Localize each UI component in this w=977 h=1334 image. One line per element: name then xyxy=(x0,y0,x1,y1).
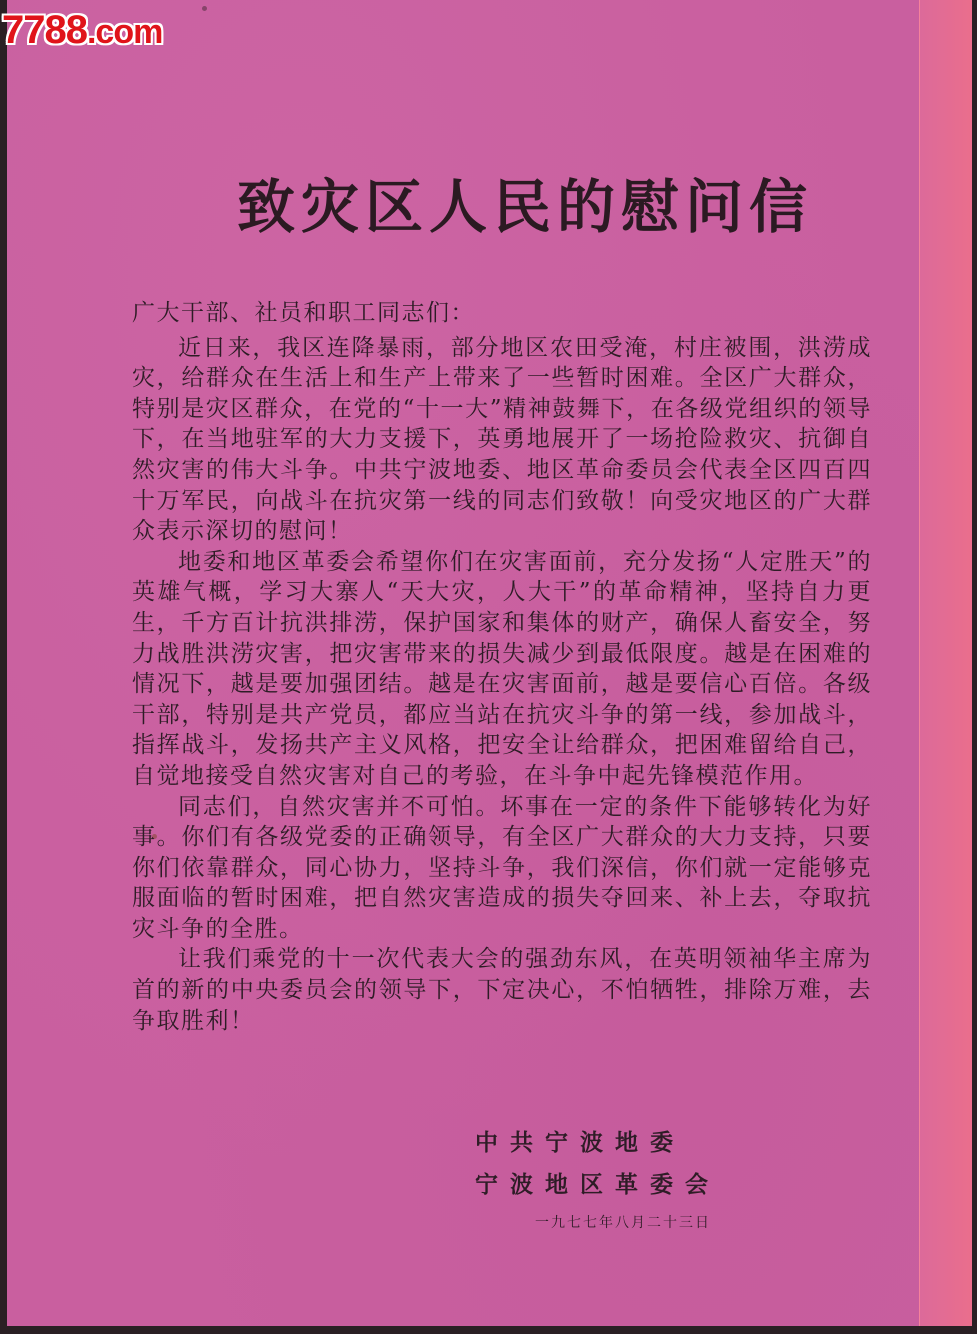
paper-edge-strip xyxy=(919,0,972,1326)
signatory-1: 中共宁波地委 xyxy=(475,1130,685,1156)
salutation: 广大干部、社员和职工同志们： xyxy=(132,300,475,326)
paragraph-3: 同志们，自然灾害并不可怕。坏事在一定的条件下能够转化为好事。你们有各级党委的正确领导，有全区广大群众的大力支持，只要你们依靠群众，同心协力，坚持斗争，我们深信，你们就一定能够克服面临的暂时困难，把自然灾害造成的损失夺回来、补上去，夺取抗灾斗争的全胜。 xyxy=(132,793,872,942)
paragraph-2: 地委和地区革委会希望你们在灾害面前，充分发扬“人定胜天”的英雄气概，学习大寨人“天大灾，人大干”的革命精神，坚持自力更生，千方百计抗洪排涝，保护国家和集体的财产，确保人畜安全，努力战胜洪涝灾害，把灾害带来的损失减少到最低限度。越是在困难的情况下，越是要加强团结。越是在灾害面前，越是要信心百倍。各级干部，特别是共产党员，都应当站在抗灾斗争的第一线，参加战斗，指挥战斗，发扬共产主义风格，把安全让给群众，把困难留给自己，自觉地接受自然灾害对自己的考验，在斗争中起先锋模范作用。 xyxy=(132,548,872,789)
signatory-2: 宁波地区革委会 xyxy=(475,1172,720,1198)
document-title: 致灾区人民的慰问信 xyxy=(237,173,814,241)
paper-speck xyxy=(202,6,207,11)
document-date: 一九七七年八月二十三日 xyxy=(535,1215,711,1231)
watermark-digits: 7788 xyxy=(2,8,87,52)
watermark-domain: .com xyxy=(86,13,163,51)
paragraph-4: 让我们乘党的十一次代表大会的强劲东风，在英明领袖华主席为首的新的中央委员会的领导下，下定决心，不怕牺牲，排除万难，去争取胜利！ xyxy=(132,946,872,1034)
document-page xyxy=(7,0,972,1326)
letter-body xyxy=(132,298,872,1036)
signature-block xyxy=(475,1122,720,1206)
site-watermark-logo xyxy=(2,8,162,53)
paragraph-1: 近日来，我区连降暴雨，部分地区农田受淹，村庄被围，洪涝成灾，给群众在生活上和生产上带来了一些暂时困难。全区广大群众，特别是灾区群众，在党的“十一大”精神鼓舞下，在各级党组织的领导下，在当地驻军的大力支援下，英勇地展开了一场抢险救灾、抗御自然灾害的伟大斗争。中共宁波地委、地区革命委员会代表全区四百四十万军民，向战斗在抗灾第一线的同志们致敬！向受灾地区的广大群众表示深切的慰问！ xyxy=(132,334,872,545)
